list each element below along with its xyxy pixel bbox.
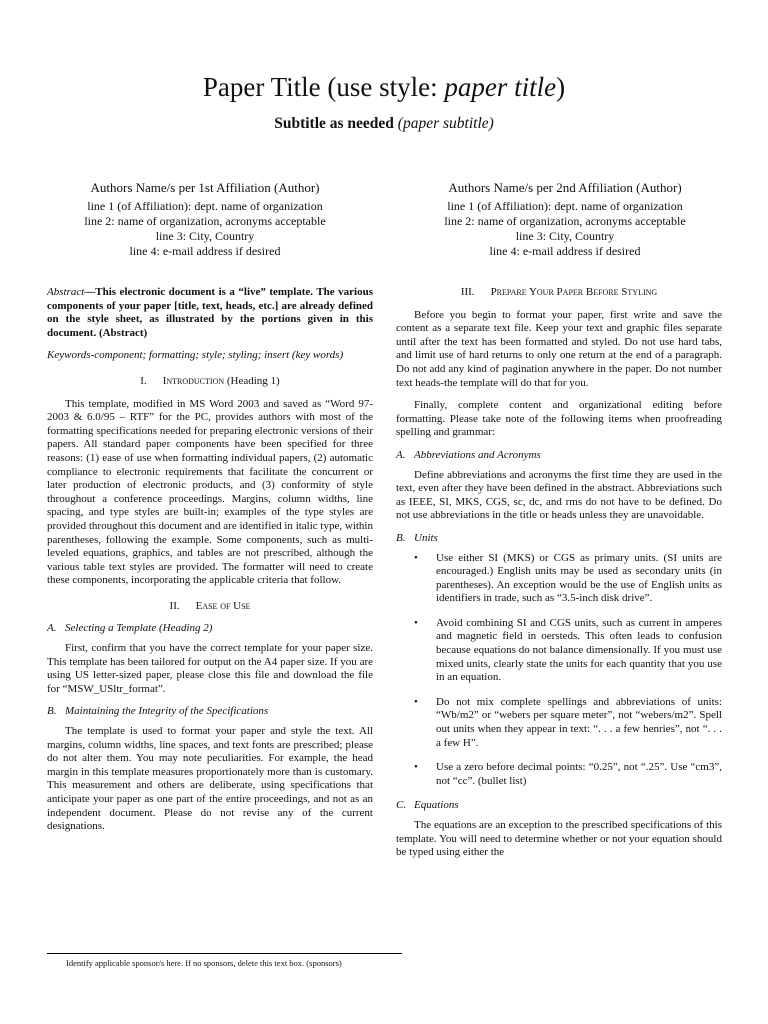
- paragraph: Define abbreviations and acronyms the first time they are used in the text, even after they have been defined in the abstract. Abbreviations such as IEEE, SI, MKS, CGS, sc, dc, and rms do not have to be defined. Do not use abbreviations in the title or heads unless they are unavoidable.: [396, 468, 722, 522]
- subsection-heading-units: B. Units: [396, 531, 438, 544]
- sponsor-footnote: Identify applicable sponsor/s here. If no sponsors, delete this text box. (sponsors): [66, 958, 342, 968]
- list-item: • Use either SI (MKS) or CGS as primary units. (SI units are encouraged.) English units may be used as secondary units (in parentheses). An exception would be the use of English units as identifiers in trade, such as “3.5-inch disk drive”.: [414, 551, 722, 605]
- keywords: Keywords-component; formatting; style; styling; insert (key words): [47, 349, 344, 362]
- affiliation-line-1: line 1 (of Affiliation): dept. name of organization: [87, 199, 323, 213]
- section-heading-prepare: III. Prepare Your Paper Before Styling: [460, 286, 658, 298]
- author-block-1: [55, 180, 355, 259]
- subsection-heading-equations: C. Equations: [396, 799, 459, 812]
- affiliation-line-2: line 2: name of organization, acronyms acceptable: [444, 214, 686, 228]
- bullet-icon: •: [414, 695, 418, 708]
- list-item: • Use a zero before decimal points: “0.25”, not “.25”. Use “cm3”, not “cc”. (bullet list): [414, 761, 722, 787]
- paper-subtitle: Subtitle as needed (paper subtitle): [274, 115, 494, 132]
- author-name: Authors Name/s per 1st Affiliation (Author): [90, 180, 320, 195]
- bullet-icon: •: [414, 761, 418, 774]
- affiliation-line-1: line 1 (of Affiliation): dept. name of organization: [447, 199, 683, 213]
- left-column: [47, 286, 373, 843]
- list-item: • Do not mix complete spellings and abbreviations of units: “Wb/m2” or “webers per square meter”, not “webers/m2”. Spell out units when they appear in text: “. . . a few henries”, not “. . . a few H”.: [414, 695, 722, 749]
- affiliation-line-3: line 3: City, Country: [155, 229, 255, 243]
- paragraph: This template, modified in MS Word 2003 and saved as “Word 97-2003 & 6.0/95 – RTF” for the PC, provides authors with most of the formatting specifications needed for preparing electronic versions of their papers. All standard paper components have been specified for three reasons: (1) ease of use when formatting individual papers, (2) automatic compliance to electronic requirements that facilitate the concurrent or later production of electronic products, and (3) conformity of style throughout a conference proceedings. Margins, column widths, line spacing, and type styles are built-in; examples of the type styles are provided throughout this document and are identified in italic type, within parentheses, following the example. Some components, such as multi-leveled equations, graphics, and tables are not prescribed, although the various table text styles are provided. The formatter will need to create these components, incorporating the applicable criteria that follow.: [47, 397, 373, 587]
- bullet-icon: •: [414, 616, 418, 629]
- subsection-heading-abbreviations: A. Abbreviations and Acronyms: [396, 448, 541, 461]
- list-item: • Avoid combining SI and CGS units, such as current in amperes and magnetic field in oersteds. This often leads to confusion because equations do not balance dimensionally. If you must use mixed units, clearly state the units for each quantity that you use in an equation.: [414, 616, 722, 684]
- section-heading-ease-of-use: II. Ease of Use: [169, 599, 251, 612]
- paragraph: The template is used to format your paper and style the text. All margins, column widths, line spaces, and text fonts are prescribed; please do not alter them. You may note peculiarities. For example, the head margin in this template measures proportionately more than is customary. This measurement and others are deliberate, using specifications that anticipate your paper as one part of the entire proceedings, and not as an independent document. Please do not revise any of the current designations.: [47, 725, 373, 833]
- affiliation-line-4: line 4: e-mail address if desired: [129, 244, 281, 258]
- footnote-divider: [47, 953, 402, 954]
- subsection-heading-selecting-template: A. Selecting a Template (Heading 2): [47, 622, 213, 635]
- paragraph: First, confirm that you have the correct template for your paper size. This template has been tailored for output on the A4 paper size. If you are using US letter-sized paper, please close this file and download the file for “MSW_USltr_format”.: [47, 642, 373, 695]
- subsection-heading-integrity: B. Maintaining the Integrity of the Specifications: [47, 705, 269, 718]
- units-bullet-list: [396, 552, 722, 789]
- affiliation-line-2: line 2: name of organization, acronyms acceptable: [84, 214, 326, 228]
- paragraph: Finally, complete content and organizational editing before formatting. Please take note of the following items when proofreading spelling and grammar:: [396, 399, 722, 439]
- abstract: Abstract—This electronic document is a “live” template. The various components of your paper [title, text, heads, etc.] are already defined on the style sheet, as illustrated by the portions given in this document. (Abstract): [47, 286, 373, 339]
- paragraph: The equations are an exception to the prescribed specifications of this template. You will need to determine whether or not your equation should be typed using either the: [396, 819, 722, 859]
- affiliation-line-3: line 3: City, Country: [515, 229, 615, 243]
- section-heading-introduction: I. Introduction (Heading 1): [140, 374, 280, 387]
- affiliation-line-4: line 4: e-mail address if desired: [489, 244, 641, 258]
- author-name: Authors Name/s per 2nd Affiliation (Author): [448, 180, 682, 195]
- author-block-2: [415, 180, 715, 259]
- paper-title: Paper Title (use style: paper title): [202, 72, 566, 102]
- paragraph: Before you begin to format your paper, first write and save the content as a separate text file. Keep your text and graphic files separate until after the text has been formatted and styled. Do not use hard tabs, and limit use of hard returns to only one return at the end of a paragraph. Do not add any kind of pagination anywhere in the paper. Do not number text heads-the template will do that for you.: [396, 308, 722, 389]
- bullet-icon: •: [414, 551, 418, 564]
- right-column: [396, 286, 722, 869]
